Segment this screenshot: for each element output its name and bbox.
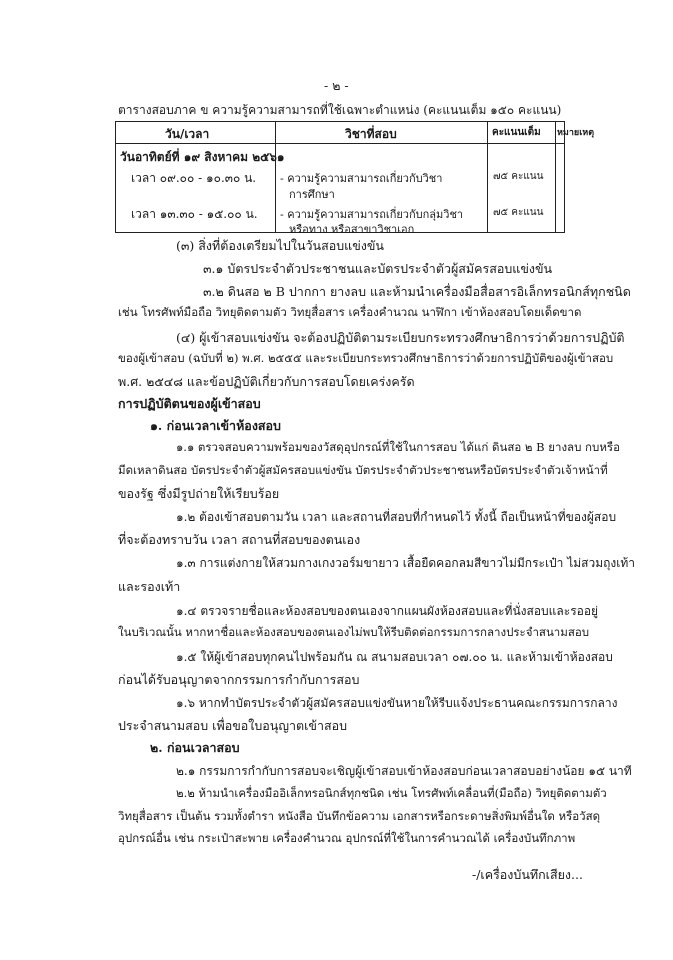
- text-line: ๒.๒ ห้ามนำเครื่องมืออิเล็กทรอนิกส์ทุกชนิด เช่น โทรศัพท์เคลื่อนที่(มือถือ) วิทยุติดตามตัว: [176, 786, 607, 800]
- header-score: คะแนนเต็ม: [492, 127, 541, 138]
- row1-subject: - ความรู้ความสามารถเกี่ยวกับวิชา: [280, 172, 443, 185]
- text-line: (๓) สิ่งที่ต้องเตรียมไปในวันสอบแข่งขัน: [176, 238, 384, 253]
- text-line: ๒.๑ กรรมการกำกับการสอบจะเชิญผู้เข้าสอบเข้าห้องสอบก่อนเวลาสอบอย่างน้อย ๑๕ นาที: [176, 764, 632, 778]
- header-subject: วิชาที่สอบ: [345, 127, 397, 141]
- header-datetime: วัน/เวลา: [165, 127, 210, 141]
- text-line: ของผู้เข้าสอบ (ฉบับที่ ๒) พ.ศ. ๒๕๕๕ และระเบียบกระทรวงศึกษาธิการว่าด้วยการปฏิบัติของผู้เข้าสอบ: [118, 351, 614, 365]
- text-line: ที่จะต้องทราบวัน เวลา สถานที่สอบของตนเอง: [118, 532, 361, 547]
- row1-subject-cont: การศึกษา: [289, 188, 335, 201]
- text-line: ๓.๒ ดินสอ ๒ B ปากกา ยางลบ และห้ามนำเครื่องมือสื่อสารอิเล็กทรอนิกส์ทุกชนิด: [203, 284, 631, 299]
- text-line: วิทยุสื่อสาร เป็นต้น รวมทั้งตำรา หนังสือ บันทึกข้อความ เอกสารหรือกระดาษสิ่งพิมพ์อื่นใด หรือวัสดุ: [118, 809, 601, 823]
- text-line: พ.ศ. ๒๕๔๘ และข้อปฏิบัติเกี่ยวกับการสอบโดยเคร่งครัด: [118, 374, 415, 389]
- row2-subject-cont: หรือทาง หรือสาขาวิชาเอก: [289, 223, 415, 236]
- continuation-note: -/เครื่องบันทึกเสียง...: [472, 867, 583, 882]
- text-line: ก่อนได้รับอนุญาตจากกรรมการกำกับการสอบ: [118, 672, 360, 687]
- row2-time: เวลา ๑๓.๓๐ - ๑๕.๐๐ น.: [131, 207, 258, 221]
- row1-time: เวลา ๐๙.๐๐ - ๑๐.๓๐ น.: [131, 171, 257, 185]
- text-line: และรองเท้า: [118, 579, 181, 594]
- text-line: ๑.๖ หากทำบัตรประจำตัวผู้สมัครสอบแข่งขันหายให้รีบแจ้งประธานคณะกรรมการกลาง: [176, 696, 618, 710]
- section-heading: การปฏิบัติตนของผู้เข้าสอบ: [118, 396, 261, 411]
- text-line: เช่น โทรศัพท์มือถือ วิทยุติดตามตัว วิทยุสื่อสาร เครื่องคำนวณ นาฬิกา เข้าห้องสอบโดยเด็ดขาด: [118, 305, 582, 319]
- text-line: ประจำสนามสอบ เพื่อขอใบอนุญาตเข้าสอบ: [118, 718, 348, 733]
- text-line: มีดเหลาดินสอ บัตรประจำตัวผู้สมัครสอบแข่งขัน บัตรประจำตัวประชาชนหรือบัตรประจำตัวเจ้าหน้าที่: [118, 463, 608, 477]
- text-line: ในบริเวณนั้น หากหาชื่อและห้องสอบของตนเองไม่พบให้รีบติดต่อกรรมการกลางประจำสนามสอบ: [118, 625, 590, 639]
- table-title: ตารางสอบภาค ข ความรู้ความสามารถที่ใช้เฉพาะตำแหน่ง (คะแนนเต็ม ๑๕๐ คะแนน): [118, 103, 562, 117]
- text-line: (๔) ผู้เข้าสอบแข่งขัน จะต้องปฏิบัติตามระเบียบกระทรวงศึกษาธิการว่าด้วยการปฏิบัติ: [176, 330, 625, 345]
- subsection-heading: ๒. ก่อนเวลาสอบ: [150, 740, 240, 755]
- row2-subject: - ความรู้ความสามารถเกี่ยวกับกลุ่มวิชา: [280, 208, 464, 221]
- exam-date: วันอาทิตย์ที่ ๑๙ สิงหาคม ๒๕๖๑: [120, 150, 285, 164]
- text-line: อุปกรณ์อื่น เช่น กระเป๋าสะพาย เครื่องคำนวณ อุปกรณ์ที่ใช้ในการคำนวณได้ เครื่องบันทึกภาพ: [118, 831, 576, 845]
- text-line: ๑.๒ ต้องเข้าสอบตามวัน เวลา และสถานที่สอบที่กำหนดไว้ ทั้งนี้ ถือเป็นหน้าที่ของผู้สอบ: [176, 510, 617, 524]
- text-line: ๑.๔ ตรวจรายชื่อและห้องสอบของตนเองจากแผนผังห้องสอบและที่นั่งสอบและรออยู่: [176, 604, 599, 618]
- text-line: ๑.๓ การแต่งกายให้สวมกางเกงวอร์มขายาว เสื้อยืดคอกลมสีขาวไม่มีกระเป๋า ไม่สวมถุงเท้า: [176, 556, 636, 570]
- row1-score: ๗๕ คะแนน: [493, 171, 544, 182]
- text-line: ๑.๑ ตรวจสอบความพร้อมของวัสดุอุปกรณ์ที่ใช้ในการสอบ ได้แก่ ดินสอ ๒ B ยางลบ กบหรือ: [176, 440, 620, 454]
- page-number: - ๒ -: [324, 78, 349, 93]
- text-line: ของรัฐ ซึ่งมีรูปถ่ายให้เรียบร้อย: [118, 486, 280, 501]
- row2-score: ๗๕ คะแนน: [493, 207, 544, 218]
- text-line: ๑.๕ ให้ผู้เข้าสอบทุกคนไปพร้อมกัน ณ สนามสอบเวลา ๐๗.๐๐ น. และห้ามเข้าห้องสอบ: [176, 650, 613, 664]
- text-line: ๓.๑ บัตรประจำตัวประชาชนและบัตรประจำตัวผู้สมัครสอบแข่งขัน: [203, 261, 553, 276]
- header-remark: หมายเหตุ: [557, 128, 595, 138]
- subsection-heading: ๑. ก่อนเวลาเข้าห้องสอบ: [150, 418, 281, 433]
- exam-schedule-table: [115, 121, 595, 236]
